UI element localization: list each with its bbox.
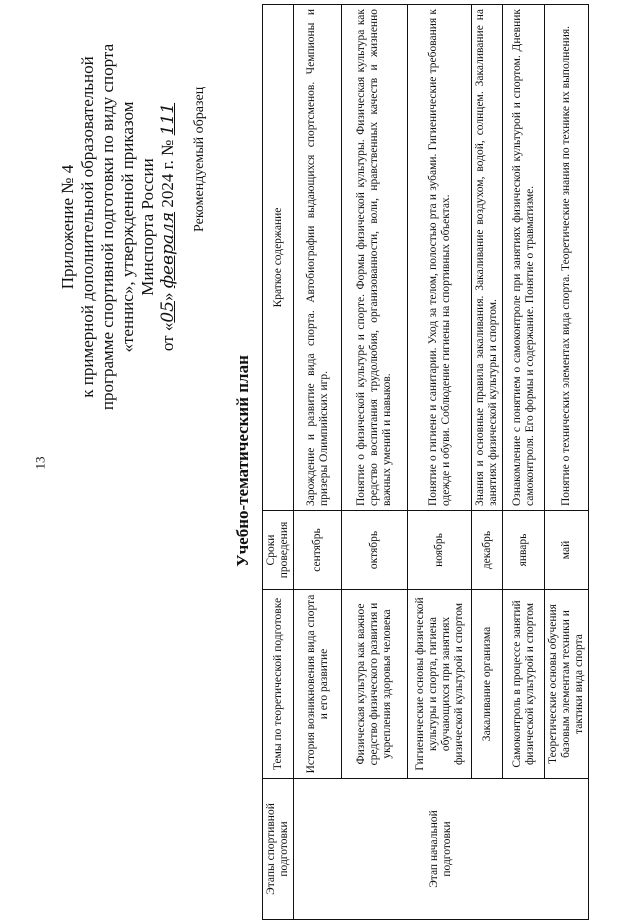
plan-table — [262, 4, 589, 920]
content-cell: Зарождение и развитие вида спорта. Автобиографии выдающихся спортсменов. Чемпионы и призеры Олимпийских игр. — [294, 5, 342, 511]
topic-cell: Гигиенические основы физической культуры и спорта, гигиена обучающихся при занятиях физической культурой и спортом — [408, 590, 472, 779]
date-prefix: от « — [158, 322, 177, 352]
period-cell: ноябрь — [408, 511, 472, 590]
page-number: 13 — [32, 456, 48, 470]
content-cell: Понятие о гигиене и санитарии. Уход за телом, полостью рта и зубами. Гигиенические требования к одежде и обуви. Соблюдение гигиены на спортивных объектах. — [408, 5, 472, 511]
content-cell: Ознакомление с понятием о самоконтроле при занятиях физической культурой и спортом. Дневник самоконтроля. Его формы и содержание. Понятие о травматизме. — [503, 5, 545, 511]
date-month: февраля — [158, 211, 178, 289]
topic-cell: История возникновения вида спорта и его развитие — [294, 590, 342, 779]
table-row — [294, 5, 342, 920]
sample-label: Рекомендуемый образец — [192, 86, 207, 232]
period-cell: октябрь — [342, 511, 408, 590]
appendix-line-2: программе спортивной подготовки по виду спорта — [98, 43, 117, 411]
topic-cell: Закаливание организма — [472, 590, 503, 779]
order-number: 111 — [158, 102, 178, 136]
header-stage: Этапы спортивной подготовки — [263, 779, 294, 920]
content-cell: Понятие о физической культуре и спорте. Формы физической культуры. Физическая культура как средство воспитания трудолюбия, организованности, воли, нравственных качеств и жизненно важных умений и навыков. — [342, 5, 408, 511]
appendix-date-line — [158, 17, 178, 437]
topic-cell: Физическая культура как важное средство физического развития и укрепления здоровья человека — [342, 590, 408, 779]
content-cell: Знания и основные правила закаливания. Закаливание воздухом, водой, солнцем. Закаливание на занятиях физической культуры и спортом. — [472, 5, 503, 511]
table-header-row — [263, 5, 294, 920]
appendix-title: Приложение № 4 — [58, 164, 77, 290]
date-year: 2024 г. № — [158, 139, 177, 208]
topic-cell: Самоконтроль в процессе занятий физической культурой и спортом — [503, 590, 545, 779]
stage-cell: Этап начальной подготовки — [294, 779, 589, 920]
header-topic: Темы по теоретической подготовке — [263, 590, 294, 779]
header-content: Краткое содержание — [263, 5, 294, 511]
header-period: Сроки проведения — [263, 511, 294, 590]
table-title: Учебно-тематический план — [233, 355, 252, 567]
period-cell: декабрь — [472, 511, 503, 590]
date-mid: » — [158, 292, 177, 301]
appendix-line-3: «теннис», утвержденной приказом — [118, 101, 137, 353]
date-day: 05 — [158, 301, 178, 323]
appendix-header — [58, 17, 178, 437]
period-cell: сентябрь — [294, 511, 342, 590]
appendix-line-4: Минспорта России — [138, 158, 157, 296]
period-cell: май — [545, 511, 589, 590]
content-cell: Понятие о технических элементах вида спорта. Теоретические знания по технике их выполнения. — [545, 5, 589, 511]
period-cell: январь — [503, 511, 545, 590]
appendix-line-1: к примерной дополнительной образовательной — [78, 56, 97, 398]
topic-cell: Теоретические основы обучения базовым элементам техники и тактики вида спорта — [545, 590, 589, 779]
